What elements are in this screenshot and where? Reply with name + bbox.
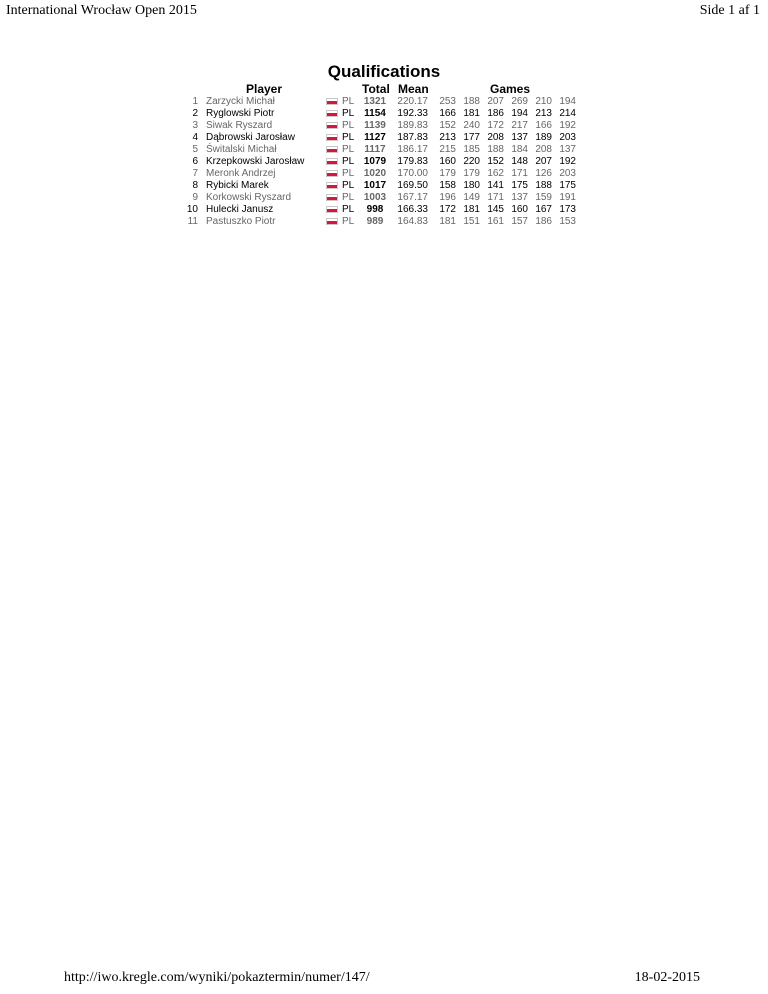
game-score-cell: 213: [535, 108, 552, 119]
game-score-cell: 158: [439, 180, 456, 191]
poland-flag-icon: [326, 218, 338, 225]
game-score-cell: 161: [487, 216, 504, 227]
poland-flag-icon: [326, 158, 338, 165]
page-header-page-number: Side 1 af 1: [699, 3, 760, 18]
game-score-cell: 208: [487, 132, 504, 143]
nationality-cell: PL: [342, 204, 355, 215]
flag-cell: [326, 144, 342, 156]
page-title: Qualifications: [327, 62, 441, 81]
table-row: [168, 216, 576, 228]
game-score-cell: 166: [535, 120, 552, 131]
player-name-cell: Siwak Ryszard: [206, 120, 273, 131]
game-score-cell: 177: [463, 132, 480, 143]
player-name-cell: Dąbrowski Jarosław: [206, 132, 295, 143]
game-score-cell: 175: [511, 180, 528, 191]
game-score-cell: 184: [511, 144, 528, 155]
game-score-cell: 253: [439, 96, 456, 107]
poland-flag-icon: [326, 110, 338, 117]
game-score-cell: 194: [511, 108, 528, 119]
flag-cell: [326, 192, 342, 204]
nationality-cell: PL: [342, 132, 355, 143]
game-score-cell: 179: [463, 168, 480, 179]
game-score-cell: 186: [535, 216, 552, 227]
game-score-cell: 203: [559, 132, 576, 143]
game-score-cell: 181: [463, 108, 480, 119]
game-score-cell: 188: [487, 144, 504, 155]
player-name-cell: Hulecki Janusz: [206, 204, 274, 215]
mean-cell: 166.33: [397, 204, 428, 215]
rank-cell: 10: [186, 204, 198, 215]
game-score-cell: 208: [535, 144, 552, 155]
flag-cell: [326, 168, 342, 180]
table-row: [168, 108, 576, 120]
game-score-cell: 148: [511, 156, 528, 167]
nationality-cell: PL: [342, 168, 355, 179]
total-cell: 1117: [364, 144, 386, 155]
game-score-cell: 166: [439, 108, 456, 119]
total-cell: 1079: [363, 156, 387, 167]
game-score-cell: 141: [487, 180, 504, 191]
poland-flag-icon: [326, 98, 338, 105]
game-score-cell: 167: [535, 204, 552, 215]
game-score-cell: 196: [439, 192, 456, 203]
game-score-cell: 173: [559, 204, 576, 215]
game-score-cell: 171: [511, 168, 528, 179]
game-score-cell: 137: [511, 192, 528, 203]
game-score-cell: 160: [439, 156, 456, 167]
game-score-cell: 188: [463, 96, 480, 107]
game-score-cell: 240: [463, 120, 480, 131]
total-cell: 1003: [363, 192, 387, 203]
game-score-cell: 157: [511, 216, 528, 227]
game-score-cell: 203: [559, 168, 576, 179]
game-score-cell: 172: [487, 120, 504, 131]
game-score-cell: 137: [511, 132, 528, 143]
player-name-cell: Meronk Andrzej: [206, 168, 276, 179]
game-score-cell: 214: [559, 108, 576, 119]
poland-flag-icon: [326, 146, 338, 153]
table-row: [168, 192, 576, 204]
game-score-cell: 162: [487, 168, 504, 179]
total-cell: 1017: [363, 180, 387, 191]
game-score-cell: 181: [463, 204, 480, 215]
flag-cell: [326, 156, 342, 168]
total-cell: 989: [366, 216, 384, 227]
total-cell: 1139: [364, 120, 386, 131]
mean-cell: 220.17: [397, 96, 428, 107]
rank-cell: 2: [192, 108, 198, 119]
player-name-cell: Ryglowski Piotr: [206, 108, 275, 119]
column-header-player: Player: [246, 82, 283, 96]
game-score-cell: 192: [559, 156, 576, 167]
game-score-cell: 186: [487, 108, 504, 119]
game-score-cell: 159: [535, 192, 552, 203]
mean-cell: 186.17: [397, 144, 428, 155]
game-score-cell: 215: [439, 144, 456, 155]
game-score-cell: 192: [559, 120, 576, 131]
game-score-cell: 149: [463, 192, 480, 203]
rank-cell: 5: [192, 144, 198, 155]
qualifications-table: [168, 96, 576, 228]
mean-cell: 187.83: [397, 132, 428, 143]
flag-cell: [326, 108, 342, 120]
game-score-cell: 213: [439, 132, 456, 143]
nationality-cell: PL: [342, 156, 355, 167]
player-name-cell: Krzepkowski Jarosław: [206, 156, 305, 167]
game-score-cell: 152: [487, 156, 504, 167]
game-score-cell: 137: [559, 144, 576, 155]
nationality-cell: PL: [342, 144, 355, 155]
nationality-cell: PL: [342, 180, 355, 191]
column-header-mean: Mean: [398, 82, 429, 96]
total-cell: 1020: [363, 168, 387, 179]
player-name-cell: Świtalski Michał: [206, 144, 277, 155]
flag-cell: [326, 216, 342, 228]
mean-cell: 169.50: [397, 180, 428, 191]
table-row: [168, 180, 576, 192]
game-score-cell: 151: [463, 216, 480, 227]
flag-cell: [326, 132, 342, 144]
nationality-cell: PL: [342, 96, 355, 107]
game-score-cell: 152: [439, 120, 456, 131]
table-row: [168, 132, 576, 144]
game-score-cell: 188: [535, 180, 552, 191]
poland-flag-icon: [326, 122, 338, 129]
rank-cell: 11: [187, 216, 198, 227]
game-score-cell: 207: [535, 156, 552, 167]
game-score-cell: 172: [439, 204, 456, 215]
player-name-cell: Rybicki Marek: [206, 180, 269, 191]
footer-date: 18-02-2015: [634, 970, 700, 985]
player-name-cell: Zarzycki Michał: [206, 96, 275, 107]
total-cell: 1321: [363, 96, 387, 107]
poland-flag-icon: [326, 206, 338, 213]
table-row: [168, 204, 576, 216]
game-score-cell: 160: [511, 204, 528, 215]
flag-cell: [326, 96, 342, 108]
rank-cell: 8: [192, 180, 198, 191]
mean-cell: 189.83: [397, 120, 428, 131]
nationality-cell: PL: [342, 120, 355, 131]
column-header-total: Total: [362, 82, 390, 96]
poland-flag-icon: [326, 170, 338, 177]
flag-cell: [326, 204, 342, 216]
rank-cell: 3: [192, 120, 198, 131]
game-score-cell: 194: [559, 96, 576, 107]
player-name-cell: Pastuszko Piotr: [206, 216, 276, 227]
rank-cell: 4: [192, 132, 198, 143]
game-score-cell: 185: [463, 144, 480, 155]
nationality-cell: PL: [342, 108, 355, 119]
table-row: [168, 168, 576, 180]
game-score-cell: 210: [535, 96, 552, 107]
page-header-title: International Wrocław Open 2015: [6, 3, 197, 18]
game-score-cell: 189: [535, 132, 552, 143]
poland-flag-icon: [326, 194, 338, 201]
flag-cell: [326, 180, 342, 192]
poland-flag-icon: [326, 134, 338, 141]
poland-flag-icon: [326, 182, 338, 189]
game-score-cell: 171: [487, 192, 504, 203]
rank-cell: 7: [192, 168, 198, 179]
game-score-cell: 179: [439, 168, 456, 179]
table-row: [168, 120, 576, 132]
total-cell: 998: [366, 204, 384, 215]
total-cell: 1154: [364, 108, 386, 119]
column-header-games: Games: [490, 82, 531, 96]
game-score-cell: 153: [559, 216, 576, 227]
game-score-cell: 217: [511, 120, 528, 131]
rank-cell: 6: [192, 156, 198, 167]
game-score-cell: 269: [511, 96, 528, 107]
mean-cell: 179.83: [397, 156, 428, 167]
game-score-cell: 220: [463, 156, 480, 167]
total-cell: 1127: [364, 132, 386, 143]
table-row: [168, 156, 576, 168]
player-name-cell: Korkowski Ryszard: [206, 192, 292, 203]
flag-cell: [326, 120, 342, 132]
game-score-cell: 181: [439, 216, 456, 227]
table-row: [168, 96, 576, 108]
mean-cell: 167.17: [397, 192, 428, 203]
rank-cell: 1: [192, 96, 198, 107]
table-row: [168, 144, 576, 156]
game-score-cell: 207: [487, 96, 504, 107]
game-score-cell: 145: [487, 204, 504, 215]
game-score-cell: 175: [559, 180, 576, 191]
nationality-cell: PL: [342, 216, 355, 227]
game-score-cell: 191: [559, 192, 576, 203]
nationality-cell: PL: [342, 192, 355, 203]
footer-url: http://iwo.kregle.com/wyniki/pokaztermin/numer/147/: [64, 970, 370, 985]
game-score-cell: 180: [463, 180, 480, 191]
game-score-cell: 126: [535, 168, 552, 179]
rank-cell: 9: [192, 192, 198, 203]
mean-cell: 192.33: [397, 108, 428, 119]
mean-cell: 170.00: [397, 168, 428, 179]
mean-cell: 164.83: [397, 216, 428, 227]
